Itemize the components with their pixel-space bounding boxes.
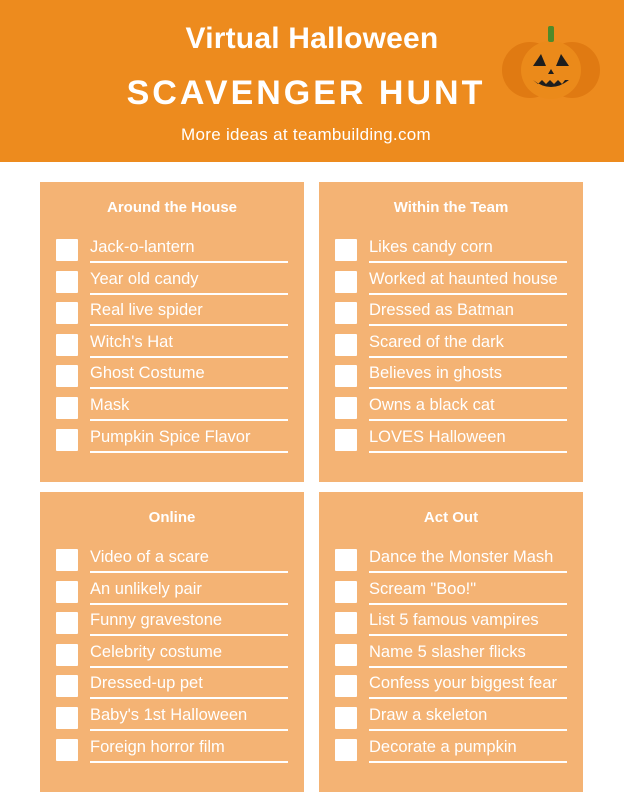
checklist <box>56 547 304 768</box>
list-item <box>335 332 583 364</box>
section-around-the-house <box>40 182 304 482</box>
checkbox[interactable] <box>56 675 78 697</box>
list-item <box>335 547 583 579</box>
list-item <box>335 300 583 332</box>
item-label: Real live spider <box>90 300 288 326</box>
section-title: Act Out <box>423 509 479 526</box>
checkbox[interactable] <box>335 549 357 571</box>
checkbox[interactable] <box>335 271 357 293</box>
website-note: More ideas at teambuilding.com <box>181 125 431 144</box>
item-label: An unlikely pair <box>90 579 288 605</box>
list-item <box>56 673 304 705</box>
list-item <box>335 579 583 611</box>
section-online <box>40 492 304 792</box>
checkbox[interactable] <box>56 397 78 419</box>
list-item <box>56 363 304 395</box>
list-item <box>56 705 304 737</box>
item-label: Mask <box>90 395 288 421</box>
item-label: Confess your biggest fear <box>369 673 567 699</box>
item-label: Name 5 slasher flicks <box>369 642 567 668</box>
item-label: Baby's 1st Halloween <box>90 705 288 731</box>
checkbox[interactable] <box>335 581 357 603</box>
item-label: Ghost Costume <box>90 363 288 389</box>
list-item <box>56 547 304 579</box>
list-item <box>56 427 304 459</box>
list-item <box>335 427 583 459</box>
checkbox[interactable] <box>56 302 78 324</box>
checkbox[interactable] <box>56 239 78 261</box>
checkbox[interactable] <box>56 707 78 729</box>
list-item <box>335 395 583 427</box>
checkbox[interactable] <box>56 271 78 293</box>
item-label: Likes candy corn <box>369 237 567 263</box>
checkbox[interactable] <box>56 549 78 571</box>
item-label: Scared of the dark <box>369 332 567 358</box>
item-label: List 5 famous vampires <box>369 610 567 636</box>
checkbox[interactable] <box>335 644 357 666</box>
item-label: Dance the Monster Mash <box>369 547 567 573</box>
item-label: Draw a skeleton <box>369 705 567 731</box>
list-item <box>335 642 583 674</box>
item-label: Year old candy <box>90 269 288 295</box>
page-subtitle-heading: SCAVENGER HUNT <box>126 74 486 112</box>
checkbox[interactable] <box>56 739 78 761</box>
list-item <box>56 300 304 332</box>
list-item <box>335 705 583 737</box>
checklist <box>335 547 583 768</box>
checklist <box>56 237 304 458</box>
item-label: Owns a black cat <box>369 395 567 421</box>
list-item <box>335 269 583 301</box>
item-label: Funny gravestone <box>90 610 288 636</box>
checkbox[interactable] <box>56 581 78 603</box>
item-label: Witch's Hat <box>90 332 288 358</box>
list-item <box>335 237 583 269</box>
checkbox[interactable] <box>335 397 357 419</box>
item-label: Celebrity costume <box>90 642 288 668</box>
item-label: Jack-o-lantern <box>90 237 288 263</box>
list-item <box>56 395 304 427</box>
item-label: Pumpkin Spice Flavor <box>90 427 288 453</box>
list-item <box>56 332 304 364</box>
section-within-the-team <box>319 182 583 482</box>
item-label: Believes in ghosts <box>369 363 567 389</box>
list-item <box>56 737 304 769</box>
list-item <box>56 642 304 674</box>
checkbox[interactable] <box>335 707 357 729</box>
header-banner <box>0 0 624 162</box>
list-item <box>56 579 304 611</box>
item-label: Dressed as Batman <box>369 300 567 326</box>
item-label: Foreign horror film <box>90 737 288 763</box>
checkbox[interactable] <box>56 429 78 451</box>
list-item <box>56 610 304 642</box>
list-item <box>335 363 583 395</box>
checkbox[interactable] <box>335 429 357 451</box>
list-item <box>56 269 304 301</box>
item-label: Dressed-up pet <box>90 673 288 699</box>
item-label: Video of a scare <box>90 547 288 573</box>
section-title: Online <box>148 509 196 526</box>
checkbox[interactable] <box>335 739 357 761</box>
list-item <box>335 610 583 642</box>
section-act-out <box>319 492 583 792</box>
item-label: Scream "Boo!" <box>369 579 567 605</box>
list-item <box>56 237 304 269</box>
item-label: Decorate a pumpkin <box>369 737 567 763</box>
checkbox[interactable] <box>335 612 357 634</box>
section-title: Within the Team <box>393 199 509 216</box>
checkbox[interactable] <box>335 334 357 356</box>
checkbox[interactable] <box>335 675 357 697</box>
section-title: Around the House <box>107 199 237 216</box>
checkbox[interactable] <box>56 644 78 666</box>
item-label: LOVES Halloween <box>369 427 567 453</box>
jack-o-lantern-icon <box>500 24 602 100</box>
list-item <box>335 673 583 705</box>
list-item <box>335 737 583 769</box>
checklist <box>335 237 583 458</box>
checkbox[interactable] <box>56 365 78 387</box>
checkbox[interactable] <box>335 302 357 324</box>
checkbox[interactable] <box>56 612 78 634</box>
checkbox[interactable] <box>335 239 357 261</box>
checkbox[interactable] <box>56 334 78 356</box>
item-label: Worked at haunted house <box>369 269 567 295</box>
checkbox[interactable] <box>335 365 357 387</box>
page-title: Virtual Halloween <box>185 22 439 55</box>
